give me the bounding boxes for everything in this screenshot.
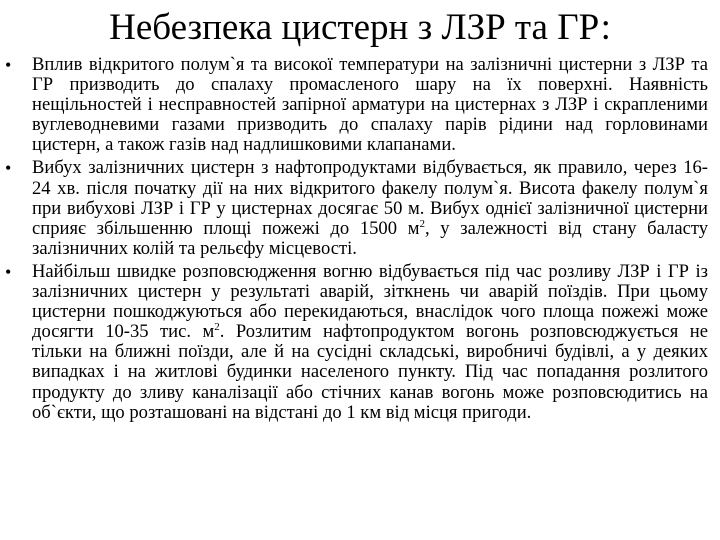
bullet-text: Вибух залізничних цистерн з нафтопродуктами відбувається, як правило, через 16-24 хв. після початку дії на них відкритого факелу полум`я. Висота факелу полум`я при вибуховi ЛЗР і ГР у цистернах досягає 50 м. Вибух однієї залізничної цистерни сприяє збільшенню площі пожежі до 1500 м — [32, 157, 708, 239]
superscript: 2 — [214, 321, 220, 334]
superscript: 2 — [419, 217, 425, 230]
bullet-item — [5, 157, 708, 259]
bullet-text: Найбільш швидке розповсюдження вогню відбувається під час розливу ЛЗР і ГР із залізничних цистерн у результаті аварій, зіткнень чи аварій поїздів. При цьому цистерни пошкоджуються або перекидаються, внаслідок чого площа пожежі може досягти 10-35 тис. м — [32, 260, 708, 343]
bullet-item — [5, 260, 709, 423]
bullet-text: Вплив відкритого полум`я та високої температури на залізничні цистерни з ЛЗР та ГР призводить до спалаху промасленого шару на їх поверхні. Наявність нещільностей і несправностей запірної арматури на цистернах з ЛЗР і скрапленими вуглеводневими газами призводить до спалаху парів рідини над горловинами цистерн, а також газів над надлишковими клапанами. — [32, 54, 708, 156]
bullet-item — [5, 54, 708, 156]
bullet-icon: • — [5, 55, 12, 75]
bullet-text-continued: . Розлитим нафтопродуктом вогонь розповсюджується не тільки на ближні поїзди, але й на сусідні складські, виробничі будівлі, а у деяких випадках і на житлові будинки населеного пункту. Під час попадання розлитого продукту до зливу каналізації або стічних канав вогонь може розповсюдитись на об`єкти, що розташовані на відстані до 1 км від місця пригоди. — [32, 321, 709, 423]
bullet-icon: • — [5, 158, 12, 179]
bullet-text-continued: , у залежності від стану баласту залізничних колій та рельєфу місцевості. — [32, 217, 708, 259]
bullet-list — [5, 54, 709, 426]
bullet-icon: • — [5, 261, 12, 282]
slide-title: Небезпека цистерн з ЛЗР та ГР: — [109, 7, 611, 48]
